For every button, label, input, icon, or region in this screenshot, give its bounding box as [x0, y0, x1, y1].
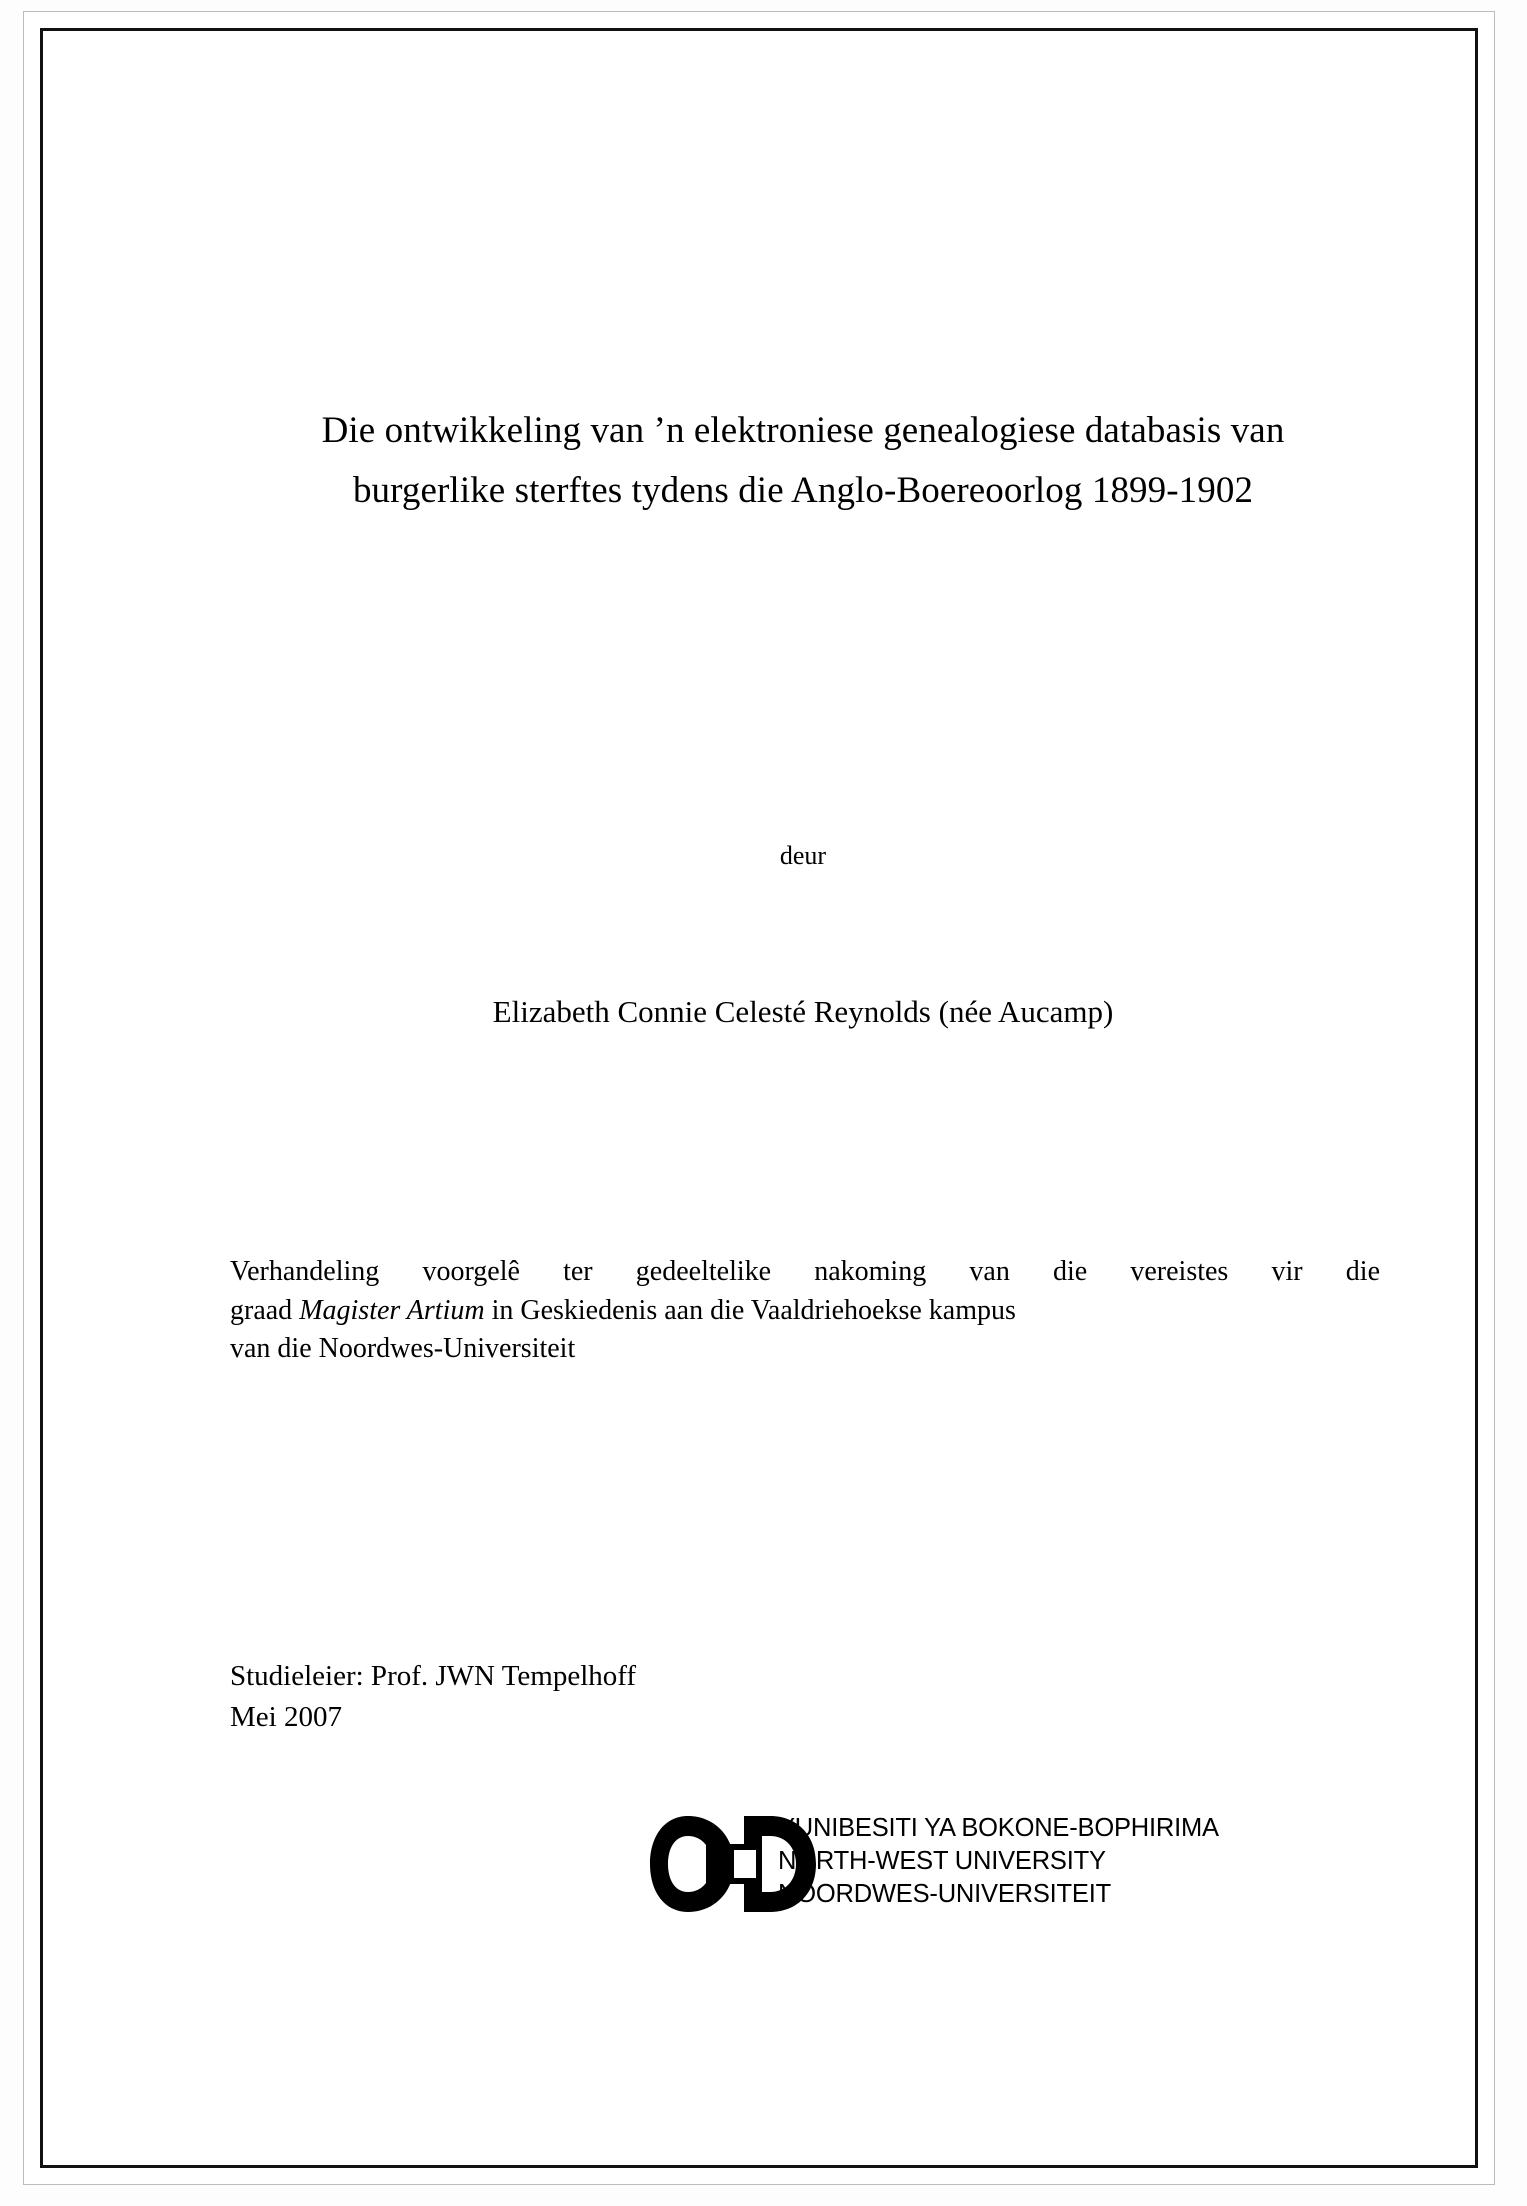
- title-page-content: [193, 31, 1413, 2165]
- statement-line-1: Verhandeling voorgelê ter gedeeltelike nakoming van die vereistes vir die: [230, 1256, 1380, 1287]
- supervisor-line: Studieleier: Prof. JWN Tempelhoff: [230, 1660, 637, 1692]
- title-page-frame: [40, 28, 1478, 2168]
- statement-line-2: [230, 1292, 1380, 1331]
- logo-text-line-3: NOORDWES-UNIVERSITEIT: [778, 1879, 1111, 1908]
- title-line-2: burgerlike sterftes tydens die Anglo-Boereoorlog 1899-1902: [352, 469, 1254, 511]
- by-label: deur: [779, 841, 827, 870]
- degree-statement: [230, 1253, 1380, 1369]
- logo-text-line-2: NORTH-WEST UNIVERSITY: [778, 1846, 1106, 1875]
- date-line: Mei 2007: [230, 1701, 342, 1734]
- title-line-1: Die ontwikkeling van ’n elektroniese genealogiese databasis van: [321, 410, 1285, 451]
- statement-line-2-post: in Geskiedenis aan die Vaaldriehoekse kampus: [484, 1294, 1016, 1326]
- page-title: [223, 401, 1383, 521]
- author-name: Elizabeth Connie Celesté Reynolds (née Aucamp): [492, 994, 1114, 1029]
- university-logo-block: [648, 1806, 1288, 1926]
- statement-line-3: van die Noordwes-Universiteit: [230, 1333, 576, 1365]
- supervisor-block: [230, 1656, 1130, 1738]
- degree-name: Magister Artium: [299, 1294, 485, 1326]
- university-logo-text: [778, 1812, 1219, 1911]
- statement-line-2-pre: graad: [230, 1294, 300, 1326]
- logo-text-line-1: YUNIBESITI YA BOKONE-BOPHIRIMA: [778, 1814, 1219, 1842]
